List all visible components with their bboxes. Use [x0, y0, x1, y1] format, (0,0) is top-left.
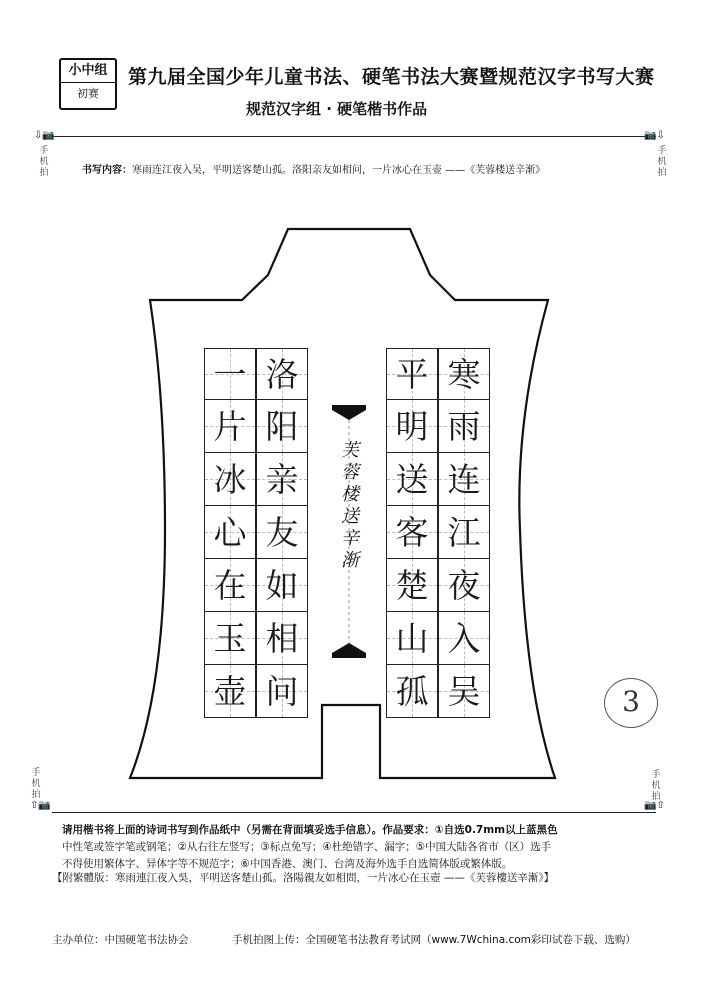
grid-cell: 问 [256, 665, 308, 718]
camera-marker-icon: ⇧📷 [30, 800, 51, 811]
bottom-divider [52, 812, 656, 813]
grid-cell: 冰 [204, 453, 256, 506]
instruction-line: 不得使用繁体字、异体字等不规范字；⑥中国香港、澳门、台湾及海外选手自选简体版或繁体版。 [62, 858, 513, 870]
grid-column-4 [204, 348, 256, 718]
photo-mark-label: 手机拍 [657, 146, 667, 178]
grid-column-3 [256, 348, 308, 718]
poem-title-char: 楼 [341, 484, 359, 505]
camera-marker-icon: ⇩📷 [34, 130, 55, 141]
grid-column-1 [438, 348, 490, 718]
grid-cell: 雨 [438, 400, 490, 453]
page-subtitle: 规范汉字组 · 硬笔楷书作品 [246, 100, 428, 118]
poem-title-char: 辛 [341, 528, 359, 549]
writing-content-label: 书写内容： [82, 165, 132, 176]
stage-label: 初赛 [77, 87, 99, 100]
camera-marker-icon: 📷⇩ [644, 130, 665, 141]
grid-cell: 夜 [438, 559, 490, 612]
grid-cell: 入 [438, 612, 490, 665]
photo-mark-label: 手机拍 [31, 768, 41, 800]
grid-cell: 玉 [204, 612, 256, 665]
instructions [62, 822, 646, 873]
page-title: 第九届全国少年儿童书法、硬笔书法大赛暨规范汉字书写大赛 [128, 66, 655, 88]
grid-cell: 平 [386, 348, 438, 400]
grid-cell: 友 [256, 506, 308, 559]
grid-cell: 洛 [256, 348, 308, 400]
instruction-line: 中性笔或签字笔或钢笔；②从右往左竖写；③标点免写；④杜绝错字、漏字；⑤中国大陆各省市（区）选手 [62, 841, 552, 853]
poem-title-char: 蓉 [341, 462, 359, 483]
photo-mark-label: 手机拍 [39, 146, 49, 178]
grid-cell: 明 [386, 400, 438, 453]
grid-cell: 吴 [438, 665, 490, 718]
camera-marker-icon: 📷⇧ [644, 800, 665, 811]
grid-cell: 亲 [256, 453, 308, 506]
poem-title-char: 渐 [341, 550, 359, 571]
title-bottom-ornament [332, 643, 366, 658]
writing-content-text: 寒雨连江夜入吴，平明送客楚山孤。洛阳亲友如相问，一片冰心在玉壶 ——《芙蓉楼送辛渐》 [132, 165, 546, 176]
grid-cell: 送 [386, 453, 438, 506]
group-label: 小中组 [61, 60, 115, 83]
grid-cell: 一 [204, 348, 256, 400]
traditional-version: 【附繁體版：寒雨連江夜入吳，平明送客楚山孤。洛陽親友如相問，一片冰心在玉壺 ——《芙蓉樓送辛漸》】 [52, 872, 555, 884]
grid-cell: 片 [204, 400, 256, 453]
instruction-line: 请用楷书将上面的诗词书写到作品纸中（另需在背面填妥选手信息）。作品要求：①自选0.7mm以上蓝黑色 [62, 824, 558, 836]
grid-cell: 如 [256, 559, 308, 612]
grid-cell: 阳 [256, 400, 308, 453]
grid-cell: 在 [204, 559, 256, 612]
poem-title-char: 送 [341, 506, 359, 527]
grid-cell: 山 [386, 612, 438, 665]
photo-mark-label: 手机拍 [651, 770, 661, 802]
grid-column-2 [386, 348, 438, 718]
grid-cell: 寒 [438, 348, 490, 400]
poem-title [332, 440, 368, 572]
title-top-ornament [332, 405, 366, 420]
upload-info: 手机拍图上传：全国硬笔书法教育考试网（www.7Wchina.com彩印试卷下载、选购） [232, 934, 636, 946]
grid-cell: 孤 [386, 665, 438, 718]
grid-cell: 连 [438, 453, 490, 506]
entry-number-circle: 3 [604, 678, 658, 728]
grid-cell: 江 [438, 506, 490, 559]
grid-cell: 心 [204, 506, 256, 559]
poem-title-char: 芙 [341, 440, 359, 461]
organizer: 主办单位：中国硬笔书法协会 [52, 934, 189, 946]
grid-cell: 客 [386, 506, 438, 559]
grid-cell: 相 [256, 612, 308, 665]
grid-cell: 壶 [204, 665, 256, 718]
grid-cell: 楚 [386, 559, 438, 612]
